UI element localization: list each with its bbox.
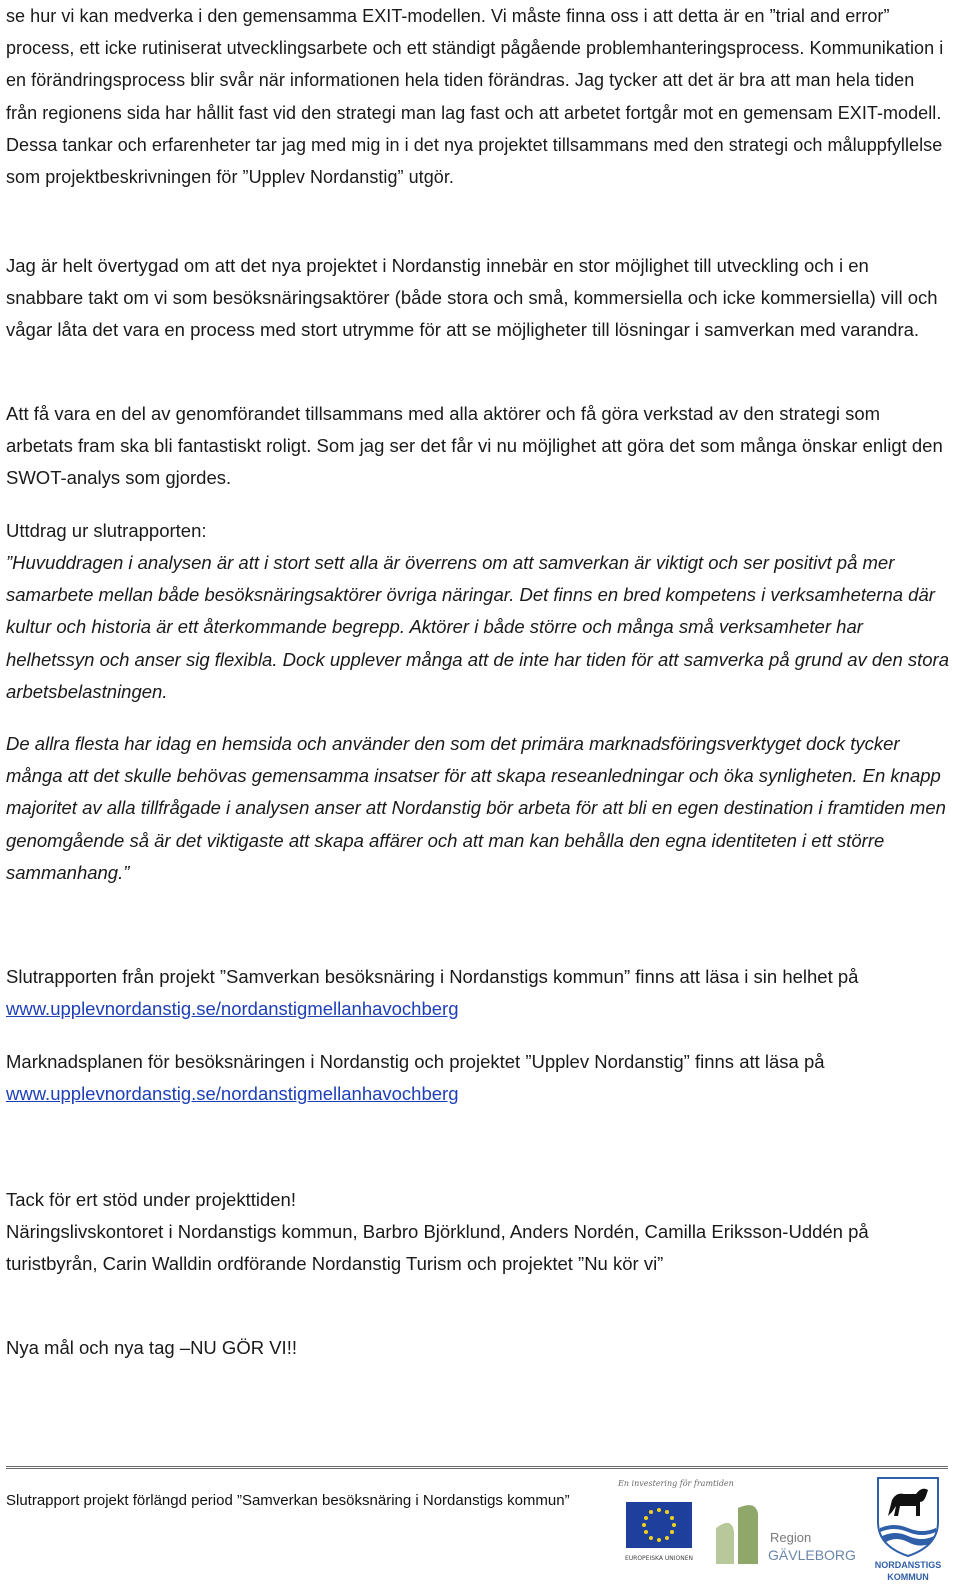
- footer-report-title: Slutrapport projekt förlängd period ”Samverkan besöksnäring i Nordanstigs kommun”: [6, 1492, 570, 1509]
- marketing-plan-text: Marknadsplanen för besöksnäringen i Nordanstig och projektet ”Upplev Nordanstig” finns att läsa på: [6, 1051, 825, 1072]
- thanks-block: [6, 1184, 950, 1281]
- excerpt-heading: Uttdrag ur slutrapporten:: [6, 520, 207, 541]
- eu-tagline: En investering för framtiden: [618, 1479, 734, 1488]
- gavleborg-label: GÄVLEBORG: [768, 1547, 856, 1563]
- region-label: Region: [770, 1530, 812, 1545]
- final-report-block: [6, 961, 950, 1025]
- quote-block-1: [6, 547, 950, 708]
- final-report-text: Slutrapporten från projekt ”Samverkan besöksnäring i Nordanstigs kommun” finns att läsa i sin helhet på: [6, 966, 859, 987]
- body-paragraph-3: Att få vara en del av genomförandet tillsammans med alla aktörer och få göra verkstad av den strategi som arbetats fram ska bli fantastiskt roligt. Som jag ser det får vi nu möjlighet att göra det som många önskar enligt den SWOT-analys som gjordes.: [6, 403, 943, 489]
- final-report-link[interactable]: www.upplevnordanstig.se/nordanstigmellanhavochberg: [6, 998, 459, 1020]
- paragraph-exit-model: [6, 0, 950, 193]
- region-mark-icon: [712, 1498, 856, 1570]
- paragraph-implementation: [6, 398, 950, 495]
- marketing-plan-link[interactable]: www.upplevnordanstig.se/nordanstigmellanhavochberg: [6, 1083, 459, 1105]
- credits-paragraph: Näringslivskontoret i Nordanstigs kommun, Barbro Björklund, Anders Nordén, Camilla Eriksson-Uddén på turistbyrån, Carin Walldin ordförande Nordanstig Turism och projektet ”Nu kör vi”: [6, 1221, 869, 1275]
- quote-block-2: [6, 728, 950, 889]
- horse-crest-icon: [866, 1472, 950, 1584]
- report-quote-1: ”Huvuddragen i analysen är att i stort sett alla är överrens om att samverkan är viktigt och ser positivt på mer samarbete mellan både besöksnäringsaktörer övriga näringar. Det finns en bred kompetens i verksamheterna där kultur och historia är ett återkommande begrepp. Aktörer i både större och många små verksamheter har helhetssyn och anser sig flexibla. Dock upplever många att de inte har tiden för att samverka på grund av den stora arbetsbelastningen.: [6, 552, 950, 702]
- kommun-label-2: KOMMUN: [887, 1572, 929, 1582]
- paragraph-new-project: [6, 250, 950, 347]
- body-paragraph-1: se hur vi kan medverka i den gemensamma EXIT-modellen. Vi måste finna oss i att detta är en ”trial and error” process, ett icke rutiniserat utvecklingsarbete och ett ständigt pågående problemhanteringsprocess. Kommunikation i en förändringsprocess blir svår när informationen hela tiden förändras. Jag tycker att det är bra att man hela tiden från regionens sida har hållit fast vid den strategi man lag fast och att arbetet fortgår mot en gemensam EXIT-modell. Dessa tankar och erfarenheter tar jag med mig in i det nya projektet tillsammans med den strategi och måluppfyllelse som projektbeskrivningen för ”Upplev Nordanstig” utgör.: [6, 6, 944, 188]
- closing-line: Nya mål och nya tag –NU GÖR VI!!: [6, 1337, 297, 1358]
- eu-logo: [612, 1476, 734, 1584]
- footer-divider: [6, 1466, 948, 1469]
- marketing-plan-block: [6, 1046, 950, 1110]
- closing-block: [6, 1332, 950, 1364]
- body-paragraph-2: Jag är helt övertygad om att det nya projektet i Nordanstig innebär en stor möjlighet till utveckling och i en snabbare takt om vi som besöksnäringsaktörer (både stora och små, kommersiella och icke kommersiella) vill och vågar låta det vara en process med stort utrymme för att se möjligheter till lösningar i samverkan med varandra.: [6, 255, 938, 341]
- report-quote-2: De allra flesta har idag en hemsida och använder den som det primära marknadsföringsverktyget dock tycker många att det skulle behövas gemensamma insatser för att skapa reseanledningar och öka synligheten. En knapp majoritet av alla tillfrågade i analysen anser att Nordanstig bör arbeta för att bli en egen destination i framtiden men genomgående så är det viktigaste att skapa affärer och att man kan behålla den egna identiteten i ett större sammanhang.”: [6, 733, 946, 883]
- nordanstig-kommun-logo: [866, 1472, 950, 1584]
- eu-caption: EUROPEISKA UNIONEN: [624, 1555, 694, 1562]
- thanks-line: Tack för ert stöd under projekttiden!: [6, 1189, 296, 1210]
- excerpt-heading-block: [6, 515, 950, 547]
- marketing-plan-paragraph: [6, 1046, 950, 1110]
- region-gavleborg-logo: [712, 1498, 856, 1570]
- eu-flag-icon: [612, 1476, 734, 1584]
- kommun-label-1: NORDANSTIGS: [874, 1560, 942, 1570]
- final-report-paragraph: [6, 961, 950, 1025]
